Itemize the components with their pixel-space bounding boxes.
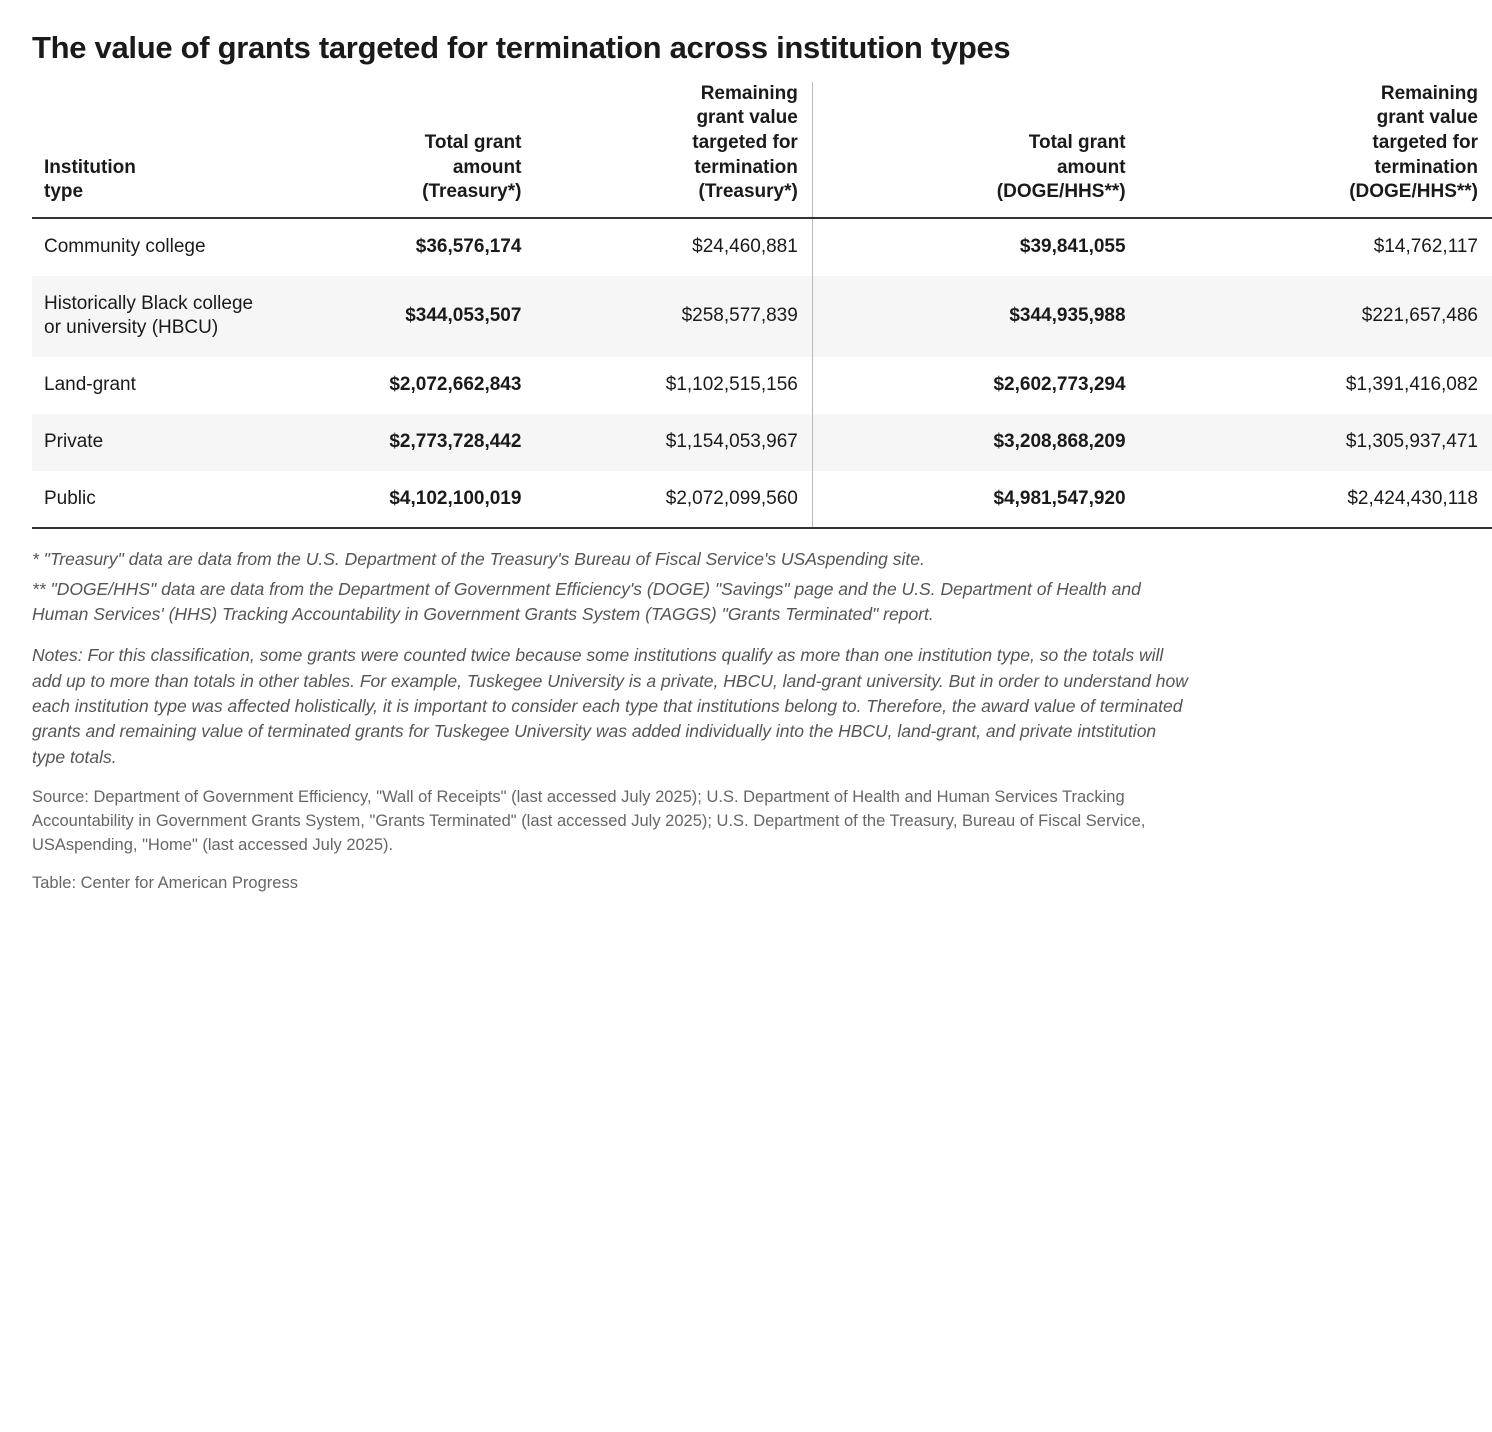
cell-total-treasury: $4,102,100,019 [284, 471, 536, 529]
cell-institution: Private [32, 414, 284, 471]
table-body [32, 218, 1492, 528]
cell-institution: Historically Black college or university (HBCU) [32, 276, 284, 357]
table-row [32, 218, 1492, 276]
cell-total-doge: $3,208,868,209 [812, 414, 1139, 471]
cell-total-treasury: $2,072,662,843 [389, 374, 522, 396]
footnote-doge: ** "DOGE/HHS" data are data from the Department of Government Efficiency's (DOGE) "Savings" page and the U.S. Department of Health and Human Services' (HHS) Tracking Accountability in Government Grants System (TAGGS) "Grants Terminated" report. [32, 578, 1141, 624]
cell-remaining-treasury: $24,460,881 [692, 236, 798, 258]
page-title: The value of grants targeted for termination across institution types [32, 30, 1011, 65]
table-row [32, 357, 1492, 414]
cell-remaining-treasury: $258,577,839 [535, 276, 812, 357]
table-credit: Table: Center for American Progress [32, 874, 298, 892]
header-line: Remaining [1380, 82, 1478, 104]
grants-table [32, 82, 1492, 530]
header-line: amount [452, 156, 522, 178]
grants-table-container [32, 82, 1478, 530]
header-line: amount [1056, 156, 1126, 178]
table-row [32, 471, 1492, 529]
header-line: (Treasury*) [698, 181, 798, 203]
cell-total-doge: $2,602,773,294 [812, 357, 1139, 414]
header-line: targeted for [1372, 132, 1478, 154]
cell-remaining-treasury: $2,072,099,560 [535, 471, 812, 529]
header-line: Total grant [1028, 132, 1126, 154]
footnotes [32, 547, 1188, 627]
header-line: type [44, 181, 84, 203]
cell-remaining-doge: $14,762,117 [1373, 236, 1478, 258]
header-line: grant value [696, 107, 798, 129]
cell-total-doge: $4,981,547,920 [812, 471, 1139, 529]
cell-remaining-doge: $1,305,937,471 [1140, 414, 1492, 471]
cell-total-doge: $344,935,988 [812, 276, 1139, 357]
column-header-total-grant-treasury [284, 82, 536, 218]
source-text: Source: Department of Government Efficiency, "Wall of Receipts" (last accessed July 2025); U.S. Department of Health and Human Services Tracking Accountability in Government Grants System, "Grants Terminated" (last accessed July 2025); U.S. Department of the Treasury, Bureau of Fiscal Service, USAspending, "Home" (last accessed July 2025). [32, 788, 1146, 855]
table-head [32, 82, 1492, 218]
header-line: Remaining [700, 82, 798, 104]
table-row [32, 276, 1492, 357]
footnote-treasury: * "Treasury" data are data from the U.S. Department of the Treasury's Bureau of Fiscal Service's USAspending site. [32, 549, 925, 570]
cell-remaining-doge: $1,391,416,082 [1345, 374, 1478, 396]
header-line: Total grant [424, 132, 522, 154]
header-line: termination [694, 156, 798, 178]
header-line: Institution [44, 156, 136, 178]
column-header-total-grant-doge [812, 82, 1139, 218]
header-line: (DOGE/HHS**) [996, 181, 1126, 203]
cell-remaining-doge: $221,657,486 [1140, 276, 1492, 357]
header-line: targeted for [692, 132, 798, 154]
header-line: termination [1374, 156, 1478, 178]
header-line: (Treasury*) [422, 181, 522, 203]
cell-remaining-doge: $2,424,430,118 [1140, 471, 1492, 529]
cell-institution: Land-grant [44, 374, 136, 396]
column-header-remaining-doge [1140, 82, 1492, 218]
cell-remaining-treasury: $1,154,053,967 [535, 414, 812, 471]
table-row [32, 414, 1492, 471]
cell-institution: Community college [44, 236, 206, 258]
header-line: (DOGE/HHS**) [1349, 181, 1478, 203]
cell-total-treasury: $344,053,507 [284, 276, 536, 357]
cell-total-treasury: $36,576,174 [415, 236, 522, 258]
table-header-row [32, 82, 1492, 218]
cell-total-treasury: $2,773,728,442 [284, 414, 536, 471]
cell-total-doge: $39,841,055 [812, 218, 1139, 276]
column-header-remaining-treasury [535, 82, 812, 218]
header-line: grant value [1376, 107, 1478, 129]
cell-remaining-treasury: $1,102,515,156 [665, 374, 798, 396]
column-header-institution-type [32, 82, 284, 218]
notes-text: Notes: For this classification, some grants were counted twice because some institutions qualify as more than one institution type, so the totals will add up to more than totals in other tables. For example, Tuskegee University is a private, HBCU, land-grant university. But in order to understand how each institution type was affected holistically, it is important to consider each type that institutions belong to. Therefore, the award value of terminated grants and remaining value of terminated grants for Tuskegee University was added individually into the HBCU, land-grant, and private intstitution type totals. [32, 645, 1188, 767]
cell-institution: Public [32, 471, 284, 529]
